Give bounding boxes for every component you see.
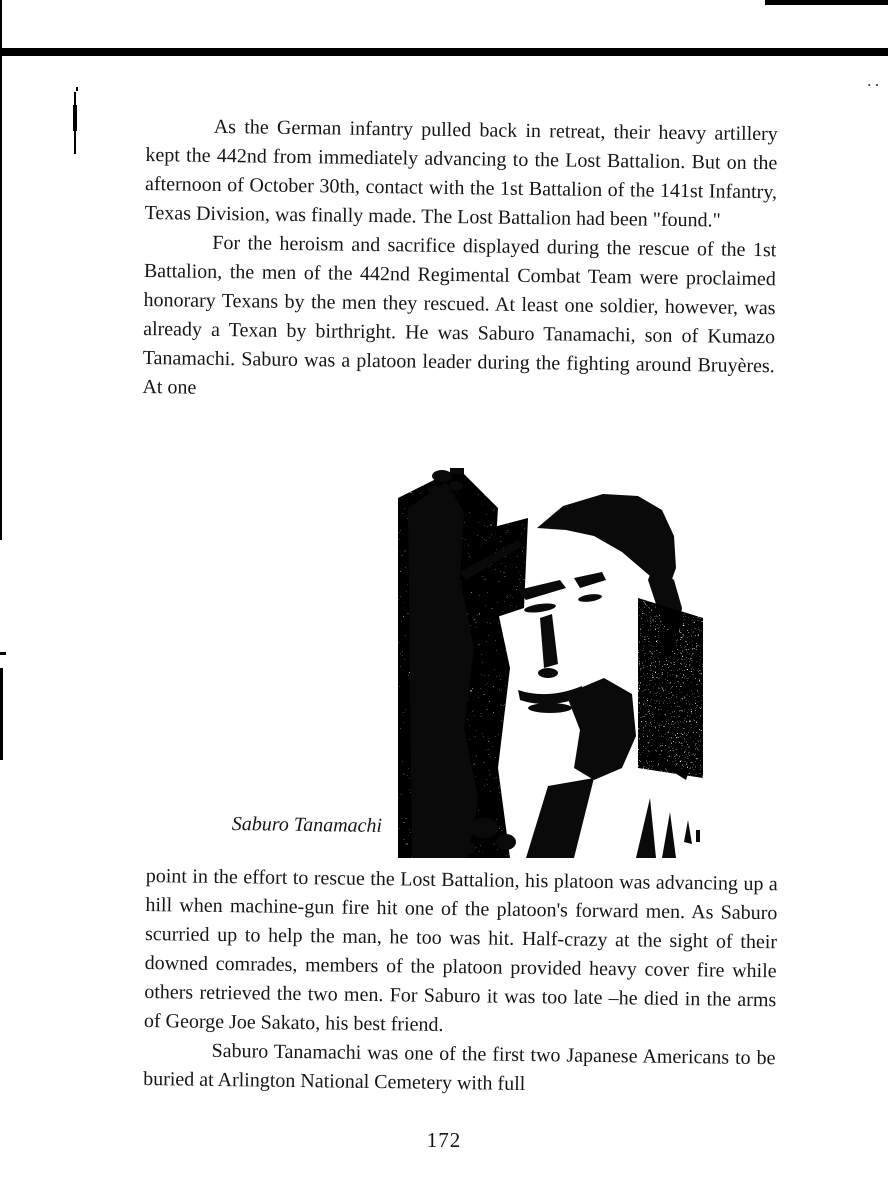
scan-artifact-dots: .. (866, 76, 882, 89)
scan-artifact-horizontal-bar (0, 48, 888, 56)
paragraph: Saburo Tanamachi was one of the first two Japanese Americans to be buried at Arlington National Cemetery with full (143, 1039, 776, 1095)
photo-caption: Saburo Tanamachi (231, 812, 383, 837)
saburo-tanamachi-portrait (398, 468, 703, 858)
scan-artifact-margin-tick-nub (76, 87, 78, 91)
scan-artifact-margin-tick-bold (73, 105, 77, 131)
portrait-figure (398, 468, 703, 858)
scan-artifact-top-right-bar (765, 0, 888, 5)
paragraph: As the German infantry pulled back in retreat, their heavy artillery kept the 442nd from immediately advancing to the Lost Battalion. But on the afternoon of October 30th, contact with the 1st Battalion of the 141st Infantry, Texas Division, was finally made. The Lost Battalion had been "found." (144, 115, 778, 232)
text-block-upper (142, 112, 778, 410)
paragraph: For the heroism and sacrifice displayed during the rescue of the 1st Battalion, the men of the 442nd Regimental Combat Team were proclaimed honorary Texans by the men they rescued. At least one soldier, however, was already a Texan by birthright. He was Saburo Tanamachi, son of Kumazo Tanamachi. Saburo was a platoon leader during the fighting around Bruyères. At one (142, 231, 777, 399)
page-number: 172 (426, 1128, 462, 1152)
scan-artifact-left-edge-line-upper (0, 0, 2, 540)
paragraph: point in the effort to rescue the Lost Battalion, his platoon was advancing up a hill when machine-gun fire hit one of the platoon's forward men. As Saburo scurried up to help the man, he too was hit. Half-crazy at the sight of their downed comrades, members of the platoon provided heavy cover fire while others retrieved the two men. For Saburo it was too late –he died in the arms of George Joe Sakato, his best friend. (143, 864, 778, 1036)
scan-artifact-left-edge-dash (0, 652, 6, 655)
text-block-lower (143, 862, 778, 1102)
scan-artifact-left-edge-line-lower (0, 668, 3, 760)
